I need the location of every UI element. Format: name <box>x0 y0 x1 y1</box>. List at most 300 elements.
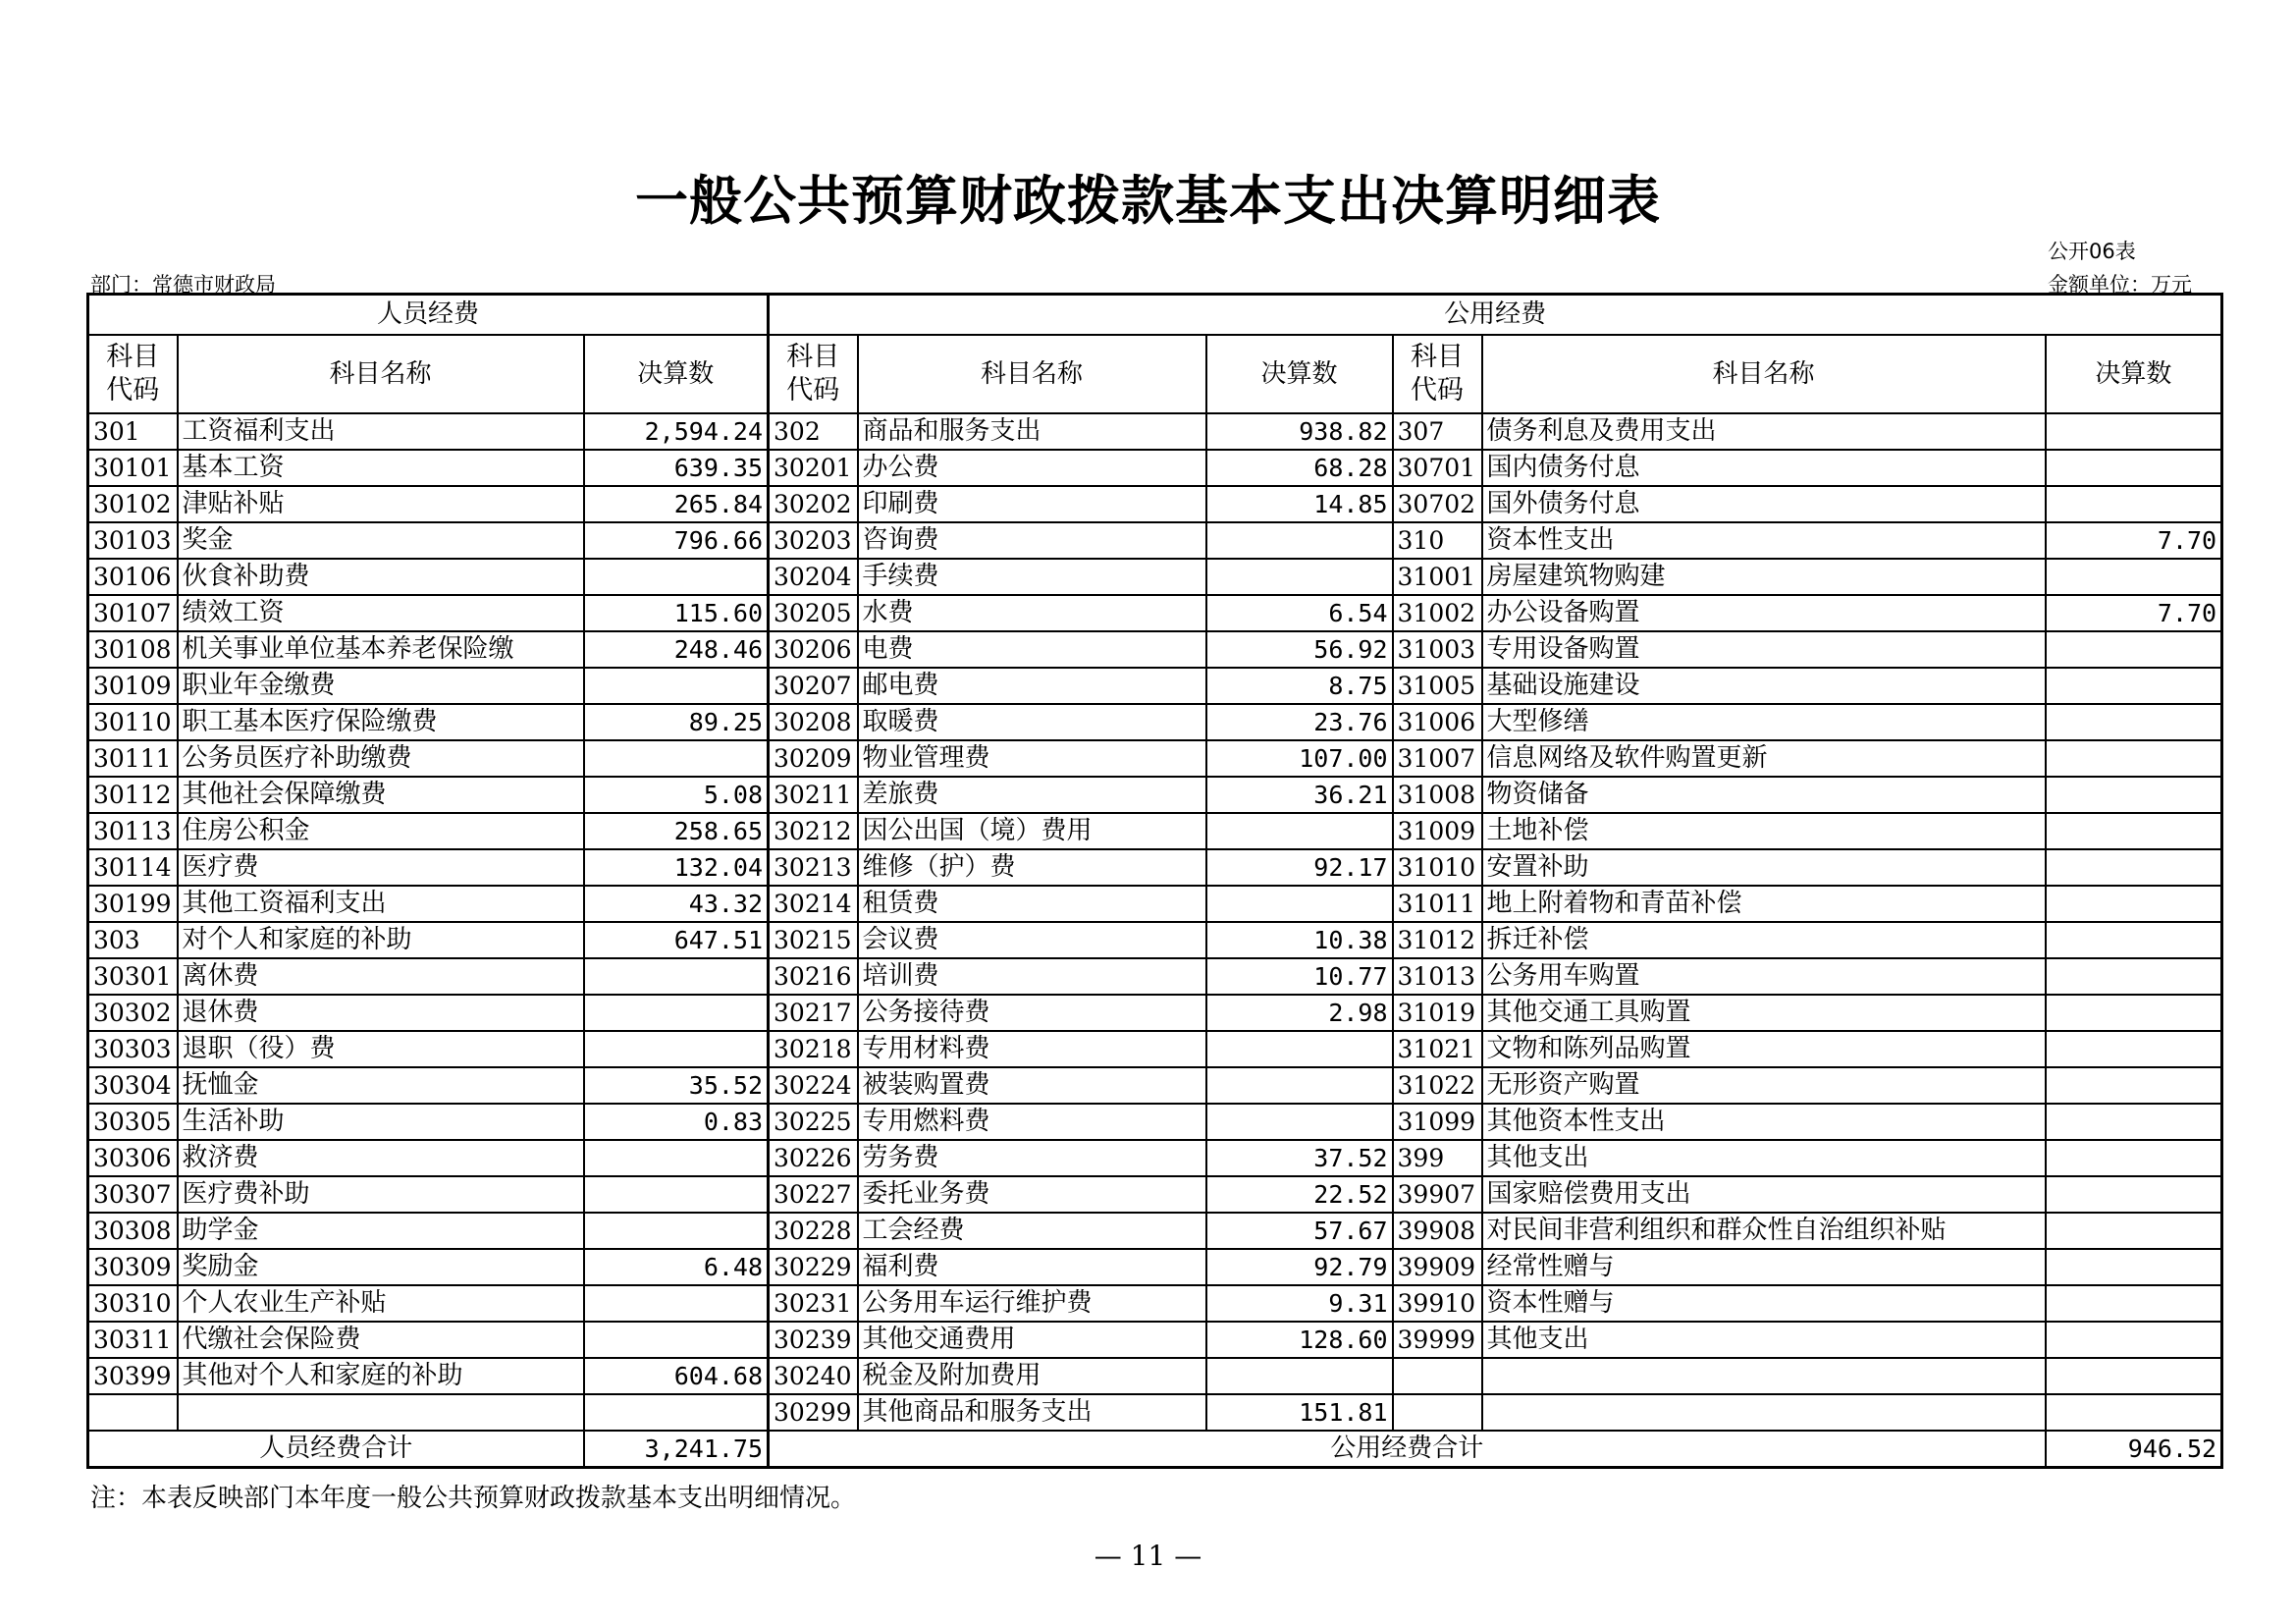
amount-cell: 258.65 <box>584 813 769 849</box>
code-cell: 301 <box>88 413 178 450</box>
code-cell: 31012 <box>1393 922 1482 958</box>
name-cell: 其他交通工具购置 <box>1482 995 2046 1031</box>
code-cell: 30203 <box>769 522 858 559</box>
table-row <box>88 1285 2222 1322</box>
amount-cell <box>584 1394 769 1431</box>
page-number: — 11 — <box>1094 1540 1202 1572</box>
code-cell: 30218 <box>769 1031 858 1067</box>
code-cell: 31019 <box>1393 995 1482 1031</box>
table-row <box>88 631 2222 668</box>
code-cell: 30308 <box>88 1213 178 1249</box>
code-cell: 30311 <box>88 1322 178 1358</box>
code-cell: 30302 <box>88 995 178 1031</box>
amount-cell <box>1206 1358 1393 1394</box>
amount-cell: 128.60 <box>1206 1322 1393 1358</box>
code-cell: 31099 <box>1393 1104 1482 1140</box>
amount-cell: 92.79 <box>1206 1249 1393 1285</box>
code-cell: 30101 <box>88 450 178 486</box>
amount-cell: 92.17 <box>1206 849 1393 886</box>
amount-cell: 6.54 <box>1206 595 1393 631</box>
amount-cell: 56.92 <box>1206 631 1393 668</box>
name-cell: 资本性支出 <box>1482 522 2046 559</box>
name-header: 科目名称 <box>1482 335 2046 413</box>
amount-cell: 265.84 <box>584 486 769 522</box>
table-row <box>88 1394 2222 1431</box>
code-cell: 31010 <box>1393 849 1482 886</box>
code-cell <box>88 1394 178 1431</box>
name-cell: 房屋建筑物购建 <box>1482 559 2046 595</box>
code-cell: 30216 <box>769 958 858 995</box>
name-cell: 工会经费 <box>858 1213 1206 1249</box>
personnel-total-amount: 3,241.75 <box>584 1431 769 1468</box>
name-cell: 对个人和家庭的补助 <box>178 922 584 958</box>
amount-cell <box>2046 1322 2222 1358</box>
code-cell: 30299 <box>769 1394 858 1431</box>
name-cell: 个人农业生产补贴 <box>178 1285 584 1322</box>
amount-cell: 5.08 <box>584 777 769 813</box>
amount-cell: 23.76 <box>1206 704 1393 740</box>
name-cell: 商品和服务支出 <box>858 413 1206 450</box>
name-cell: 基础设施建设 <box>1482 668 2046 704</box>
amount-cell <box>584 559 769 595</box>
name-cell <box>1482 1358 2046 1394</box>
name-cell: 其他工资福利支出 <box>178 886 584 922</box>
table-row <box>88 1213 2222 1249</box>
name-cell: 资本性赠与 <box>1482 1285 2046 1322</box>
code-cell: 30301 <box>88 958 178 995</box>
name-cell: 伙食补助费 <box>178 559 584 595</box>
code-cell: 31007 <box>1393 740 1482 777</box>
code-cell: 30224 <box>769 1067 858 1104</box>
code-cell: 30701 <box>1393 450 1482 486</box>
name-cell: 债务利息及费用支出 <box>1482 413 2046 450</box>
name-cell: 国家赔偿费用支出 <box>1482 1176 2046 1213</box>
amount-cell <box>2046 1104 2222 1140</box>
table-row <box>88 413 2222 450</box>
table-row <box>88 995 2222 1031</box>
name-cell: 其他对个人和家庭的补助 <box>178 1358 584 1394</box>
table-row <box>88 486 2222 522</box>
code-cell: 31001 <box>1393 559 1482 595</box>
code-cell: 30112 <box>88 777 178 813</box>
personnel-group-header: 人员经费 <box>88 295 769 336</box>
amount-cell <box>584 1176 769 1213</box>
code-cell <box>1393 1358 1482 1394</box>
amount-cell: 0.83 <box>584 1104 769 1140</box>
code-cell: 31022 <box>1393 1067 1482 1104</box>
code-cell: 30217 <box>769 995 858 1031</box>
amount-cell <box>2046 1176 2222 1213</box>
amount-cell: 938.82 <box>1206 413 1393 450</box>
amount-cell: 36.21 <box>1206 777 1393 813</box>
name-cell: 物业管理费 <box>858 740 1206 777</box>
name-cell: 国内债务付息 <box>1482 450 2046 486</box>
name-cell: 津贴补贴 <box>178 486 584 522</box>
amount-header: 决算数 <box>584 335 769 413</box>
name-cell: 其他交通费用 <box>858 1322 1206 1358</box>
amount-header: 决算数 <box>2046 335 2222 413</box>
name-cell: 对民间非营利组织和群众性自治组织补贴 <box>1482 1213 2046 1249</box>
table-row <box>88 958 2222 995</box>
amount-cell <box>1206 1104 1393 1140</box>
amount-cell: 9.31 <box>1206 1285 1393 1322</box>
code-cell: 30309 <box>88 1249 178 1285</box>
name-cell: 信息网络及软件购置更新 <box>1482 740 2046 777</box>
name-cell: 办公费 <box>858 450 1206 486</box>
code-cell: 30202 <box>769 486 858 522</box>
code-cell: 31006 <box>1393 704 1482 740</box>
code-cell: 30108 <box>88 631 178 668</box>
table-row <box>88 1067 2222 1104</box>
name-cell: 其他社会保障缴费 <box>178 777 584 813</box>
name-cell: 奖金 <box>178 522 584 559</box>
code-cell: 30201 <box>769 450 858 486</box>
name-cell: 委托业务费 <box>858 1176 1206 1213</box>
amount-cell: 10.77 <box>1206 958 1393 995</box>
code-cell: 39909 <box>1393 1249 1482 1285</box>
name-cell: 公务用车运行维护费 <box>858 1285 1206 1322</box>
amount-cell: 604.68 <box>584 1358 769 1394</box>
code-cell: 30226 <box>769 1140 858 1176</box>
code-cell: 30228 <box>769 1213 858 1249</box>
amount-cell: 89.25 <box>584 704 769 740</box>
amount-header: 决算数 <box>1206 335 1393 413</box>
amount-cell <box>584 668 769 704</box>
amount-cell <box>2046 958 2222 995</box>
name-cell: 拆迁补偿 <box>1482 922 2046 958</box>
code-cell: 30107 <box>88 595 178 631</box>
code-cell: 30204 <box>769 559 858 595</box>
table-row <box>88 1031 2222 1067</box>
amount-cell: 115.60 <box>584 595 769 631</box>
name-cell: 工资福利支出 <box>178 413 584 450</box>
table-row <box>88 668 2222 704</box>
name-cell: 助学金 <box>178 1213 584 1249</box>
amount-cell: 796.66 <box>584 522 769 559</box>
name-cell: 国外债务付息 <box>1482 486 2046 522</box>
name-cell: 电费 <box>858 631 1206 668</box>
name-cell: 救济费 <box>178 1140 584 1176</box>
amount-cell <box>2046 559 2222 595</box>
name-cell: 被装购置费 <box>858 1067 1206 1104</box>
table-row <box>88 1322 2222 1358</box>
name-cell: 文物和陈列品购置 <box>1482 1031 2046 1067</box>
code-cell: 30307 <box>88 1176 178 1213</box>
name-header: 科目名称 <box>858 335 1206 413</box>
code-cell: 30225 <box>769 1104 858 1140</box>
name-cell: 奖励金 <box>178 1249 584 1285</box>
name-cell: 退职（役）费 <box>178 1031 584 1067</box>
amount-cell <box>2046 413 2222 450</box>
code-cell: 30305 <box>88 1104 178 1140</box>
code-cell: 30199 <box>88 886 178 922</box>
table-row <box>88 777 2222 813</box>
name-cell: 水费 <box>858 595 1206 631</box>
code-cell: 30702 <box>1393 486 1482 522</box>
amount-cell <box>2046 450 2222 486</box>
amount-cell <box>2046 486 2222 522</box>
personnel-total-label: 人员经费合计 <box>88 1431 584 1468</box>
name-cell: 会议费 <box>858 922 1206 958</box>
code-cell: 30240 <box>769 1358 858 1394</box>
table-row <box>88 849 2222 886</box>
name-cell: 职业年金缴费 <box>178 668 584 704</box>
amount-cell <box>2046 995 2222 1031</box>
page-title: 一般公共预算财政拨款基本支出决算明细表 <box>635 169 1661 232</box>
name-cell: 生活补助 <box>178 1104 584 1140</box>
amount-cell <box>1206 559 1393 595</box>
amount-cell: 22.52 <box>1206 1176 1393 1213</box>
name-cell: 取暖费 <box>858 704 1206 740</box>
code-cell: 30215 <box>769 922 858 958</box>
amount-cell <box>584 1322 769 1358</box>
code-cell: 30113 <box>88 813 178 849</box>
table-row <box>88 922 2222 958</box>
footnote: 注：本表反映部门本年度一般公共预算财政拨款基本支出明细情况。 <box>90 1484 857 1513</box>
table-row <box>88 740 2222 777</box>
code-header: 科目代码 <box>88 335 178 413</box>
table-row <box>88 559 2222 595</box>
name-cell: 无形资产购置 <box>1482 1067 2046 1104</box>
name-cell: 手续费 <box>858 559 1206 595</box>
code-cell: 30207 <box>769 668 858 704</box>
code-header: 科目代码 <box>769 335 858 413</box>
name-cell: 公务接待费 <box>858 995 1206 1031</box>
code-cell: 30205 <box>769 595 858 631</box>
name-cell: 其他商品和服务支出 <box>858 1394 1206 1431</box>
code-cell: 30103 <box>88 522 178 559</box>
name-cell: 办公设备购置 <box>1482 595 2046 631</box>
amount-cell <box>584 740 769 777</box>
amount-cell: 647.51 <box>584 922 769 958</box>
name-cell: 职工基本医疗保险缴费 <box>178 704 584 740</box>
name-cell: 专用材料费 <box>858 1031 1206 1067</box>
name-cell: 印刷费 <box>858 486 1206 522</box>
amount-cell <box>2046 1067 2222 1104</box>
name-cell: 物资储备 <box>1482 777 2046 813</box>
amount-cell <box>2046 740 2222 777</box>
name-cell: 机关事业单位基本养老保险缴 <box>178 631 584 668</box>
name-cell: 医疗费 <box>178 849 584 886</box>
code-cell: 31011 <box>1393 886 1482 922</box>
amount-cell <box>584 1140 769 1176</box>
name-cell: 地上附着物和青苗补偿 <box>1482 886 2046 922</box>
amount-cell <box>2046 1358 2222 1394</box>
amount-cell <box>2046 1140 2222 1176</box>
public-group-header: 公用经费 <box>769 295 2222 336</box>
unit-label: 金额单位：万元 <box>2048 273 2192 297</box>
code-cell: 30209 <box>769 740 858 777</box>
amount-cell: 248.46 <box>584 631 769 668</box>
amount-cell <box>2046 777 2222 813</box>
name-cell: 离休费 <box>178 958 584 995</box>
table-row <box>88 704 2222 740</box>
name-cell <box>178 1394 584 1431</box>
table-row <box>88 1358 2222 1394</box>
name-cell: 经常性赠与 <box>1482 1249 2046 1285</box>
code-cell: 30212 <box>769 813 858 849</box>
amount-cell <box>2046 1394 2222 1431</box>
table-row <box>88 813 2222 849</box>
amount-cell: 68.28 <box>1206 450 1393 486</box>
amount-cell <box>584 995 769 1031</box>
name-cell: 绩效工资 <box>178 595 584 631</box>
code-cell: 30102 <box>88 486 178 522</box>
amount-cell: 57.67 <box>1206 1213 1393 1249</box>
table-id: 公开06表 <box>2048 240 2136 263</box>
amount-cell: 2,594.24 <box>584 413 769 450</box>
table-row <box>88 1140 2222 1176</box>
name-cell: 住房公积金 <box>178 813 584 849</box>
code-cell <box>1393 1394 1482 1431</box>
amount-cell: 7.70 <box>2046 522 2222 559</box>
name-cell: 差旅费 <box>858 777 1206 813</box>
code-header: 科目代码 <box>1393 335 1482 413</box>
name-cell: 培训费 <box>858 958 1206 995</box>
code-cell: 307 <box>1393 413 1482 450</box>
amount-cell <box>2046 922 2222 958</box>
name-cell: 大型修缮 <box>1482 704 2046 740</box>
name-cell: 其他支出 <box>1482 1322 2046 1358</box>
amount-cell <box>2046 1031 2222 1067</box>
public-total-amount: 946.52 <box>2046 1431 2222 1468</box>
code-cell: 30214 <box>769 886 858 922</box>
name-cell: 咨询费 <box>858 522 1206 559</box>
code-cell: 30213 <box>769 849 858 886</box>
amount-cell: 6.48 <box>584 1249 769 1285</box>
code-cell: 30208 <box>769 704 858 740</box>
public-total-label: 公用经费合计 <box>769 1431 2046 1468</box>
amount-cell: 7.70 <box>2046 595 2222 631</box>
name-cell: 其他资本性支出 <box>1482 1104 2046 1140</box>
amount-cell: 639.35 <box>584 450 769 486</box>
table-row <box>88 450 2222 486</box>
department-label: 部门：常德市财政局 <box>90 273 276 297</box>
code-cell: 30303 <box>88 1031 178 1067</box>
code-cell: 30231 <box>769 1285 858 1322</box>
amount-cell <box>2046 849 2222 886</box>
name-cell: 公务员医疗补助缴费 <box>178 740 584 777</box>
amount-cell <box>2046 704 2222 740</box>
code-cell: 30211 <box>769 777 858 813</box>
code-cell: 30106 <box>88 559 178 595</box>
name-cell: 退休费 <box>178 995 584 1031</box>
code-cell: 310 <box>1393 522 1482 559</box>
code-cell: 30306 <box>88 1140 178 1176</box>
amount-cell <box>1206 886 1393 922</box>
code-cell: 30310 <box>88 1285 178 1322</box>
code-cell: 31013 <box>1393 958 1482 995</box>
code-cell: 39908 <box>1393 1213 1482 1249</box>
name-cell: 公务用车购置 <box>1482 958 2046 995</box>
amount-cell <box>2046 1213 2222 1249</box>
name-cell: 福利费 <box>858 1249 1206 1285</box>
code-cell: 399 <box>1393 1140 1482 1176</box>
code-cell: 30227 <box>769 1176 858 1213</box>
amount-cell: 132.04 <box>584 849 769 886</box>
code-cell: 30304 <box>88 1067 178 1104</box>
name-cell: 维修（护）费 <box>858 849 1206 886</box>
code-cell: 302 <box>769 413 858 450</box>
amount-cell <box>584 1031 769 1067</box>
amount-cell <box>584 958 769 995</box>
amount-cell: 37.52 <box>1206 1140 1393 1176</box>
code-cell: 39910 <box>1393 1285 1482 1322</box>
code-cell: 30239 <box>769 1322 858 1358</box>
amount-cell <box>584 1285 769 1322</box>
name-cell: 税金及附加费用 <box>858 1358 1206 1394</box>
table-row <box>88 1104 2222 1140</box>
code-cell: 31003 <box>1393 631 1482 668</box>
table-row <box>88 522 2222 559</box>
amount-cell <box>2046 813 2222 849</box>
amount-cell <box>1206 1031 1393 1067</box>
amount-cell: 43.32 <box>584 886 769 922</box>
code-cell: 31008 <box>1393 777 1482 813</box>
amount-cell <box>584 1213 769 1249</box>
code-cell: 30399 <box>88 1358 178 1394</box>
name-header: 科目名称 <box>178 335 584 413</box>
name-cell: 代缴社会保险费 <box>178 1322 584 1358</box>
table-row <box>88 1249 2222 1285</box>
code-cell: 39999 <box>1393 1322 1482 1358</box>
amount-cell <box>1206 522 1393 559</box>
table-row <box>88 886 2222 922</box>
amount-cell <box>1206 813 1393 849</box>
expenditure-table <box>86 293 2223 1469</box>
name-cell: 因公出国（境）费用 <box>858 813 1206 849</box>
name-cell: 劳务费 <box>858 1140 1206 1176</box>
amount-cell <box>2046 631 2222 668</box>
amount-cell: 151.81 <box>1206 1394 1393 1431</box>
code-cell: 30114 <box>88 849 178 886</box>
code-cell: 30111 <box>88 740 178 777</box>
code-cell: 30229 <box>769 1249 858 1285</box>
code-cell: 30206 <box>769 631 858 668</box>
amount-cell: 8.75 <box>1206 668 1393 704</box>
code-cell: 31009 <box>1393 813 1482 849</box>
amount-cell <box>1206 1067 1393 1104</box>
code-cell: 30110 <box>88 704 178 740</box>
name-cell: 土地补偿 <box>1482 813 2046 849</box>
code-cell: 31002 <box>1393 595 1482 631</box>
name-cell: 基本工资 <box>178 450 584 486</box>
name-cell: 租赁费 <box>858 886 1206 922</box>
amount-cell: 10.38 <box>1206 922 1393 958</box>
amount-cell <box>2046 668 2222 704</box>
code-cell: 31005 <box>1393 668 1482 704</box>
name-cell: 邮电费 <box>858 668 1206 704</box>
code-cell: 30109 <box>88 668 178 704</box>
amount-cell: 2.98 <box>1206 995 1393 1031</box>
name-cell: 安置补助 <box>1482 849 2046 886</box>
name-cell: 抚恤金 <box>178 1067 584 1104</box>
amount-cell <box>2046 1285 2222 1322</box>
code-cell: 31021 <box>1393 1031 1482 1067</box>
amount-cell: 35.52 <box>584 1067 769 1104</box>
amount-cell <box>2046 886 2222 922</box>
amount-cell: 14.85 <box>1206 486 1393 522</box>
amount-cell <box>2046 1249 2222 1285</box>
table-row <box>88 595 2222 631</box>
name-cell: 专用设备购置 <box>1482 631 2046 668</box>
code-cell: 303 <box>88 922 178 958</box>
name-cell: 专用燃料费 <box>858 1104 1206 1140</box>
amount-cell: 107.00 <box>1206 740 1393 777</box>
code-cell: 39907 <box>1393 1176 1482 1213</box>
name-cell: 其他支出 <box>1482 1140 2046 1176</box>
name-cell <box>1482 1394 2046 1431</box>
